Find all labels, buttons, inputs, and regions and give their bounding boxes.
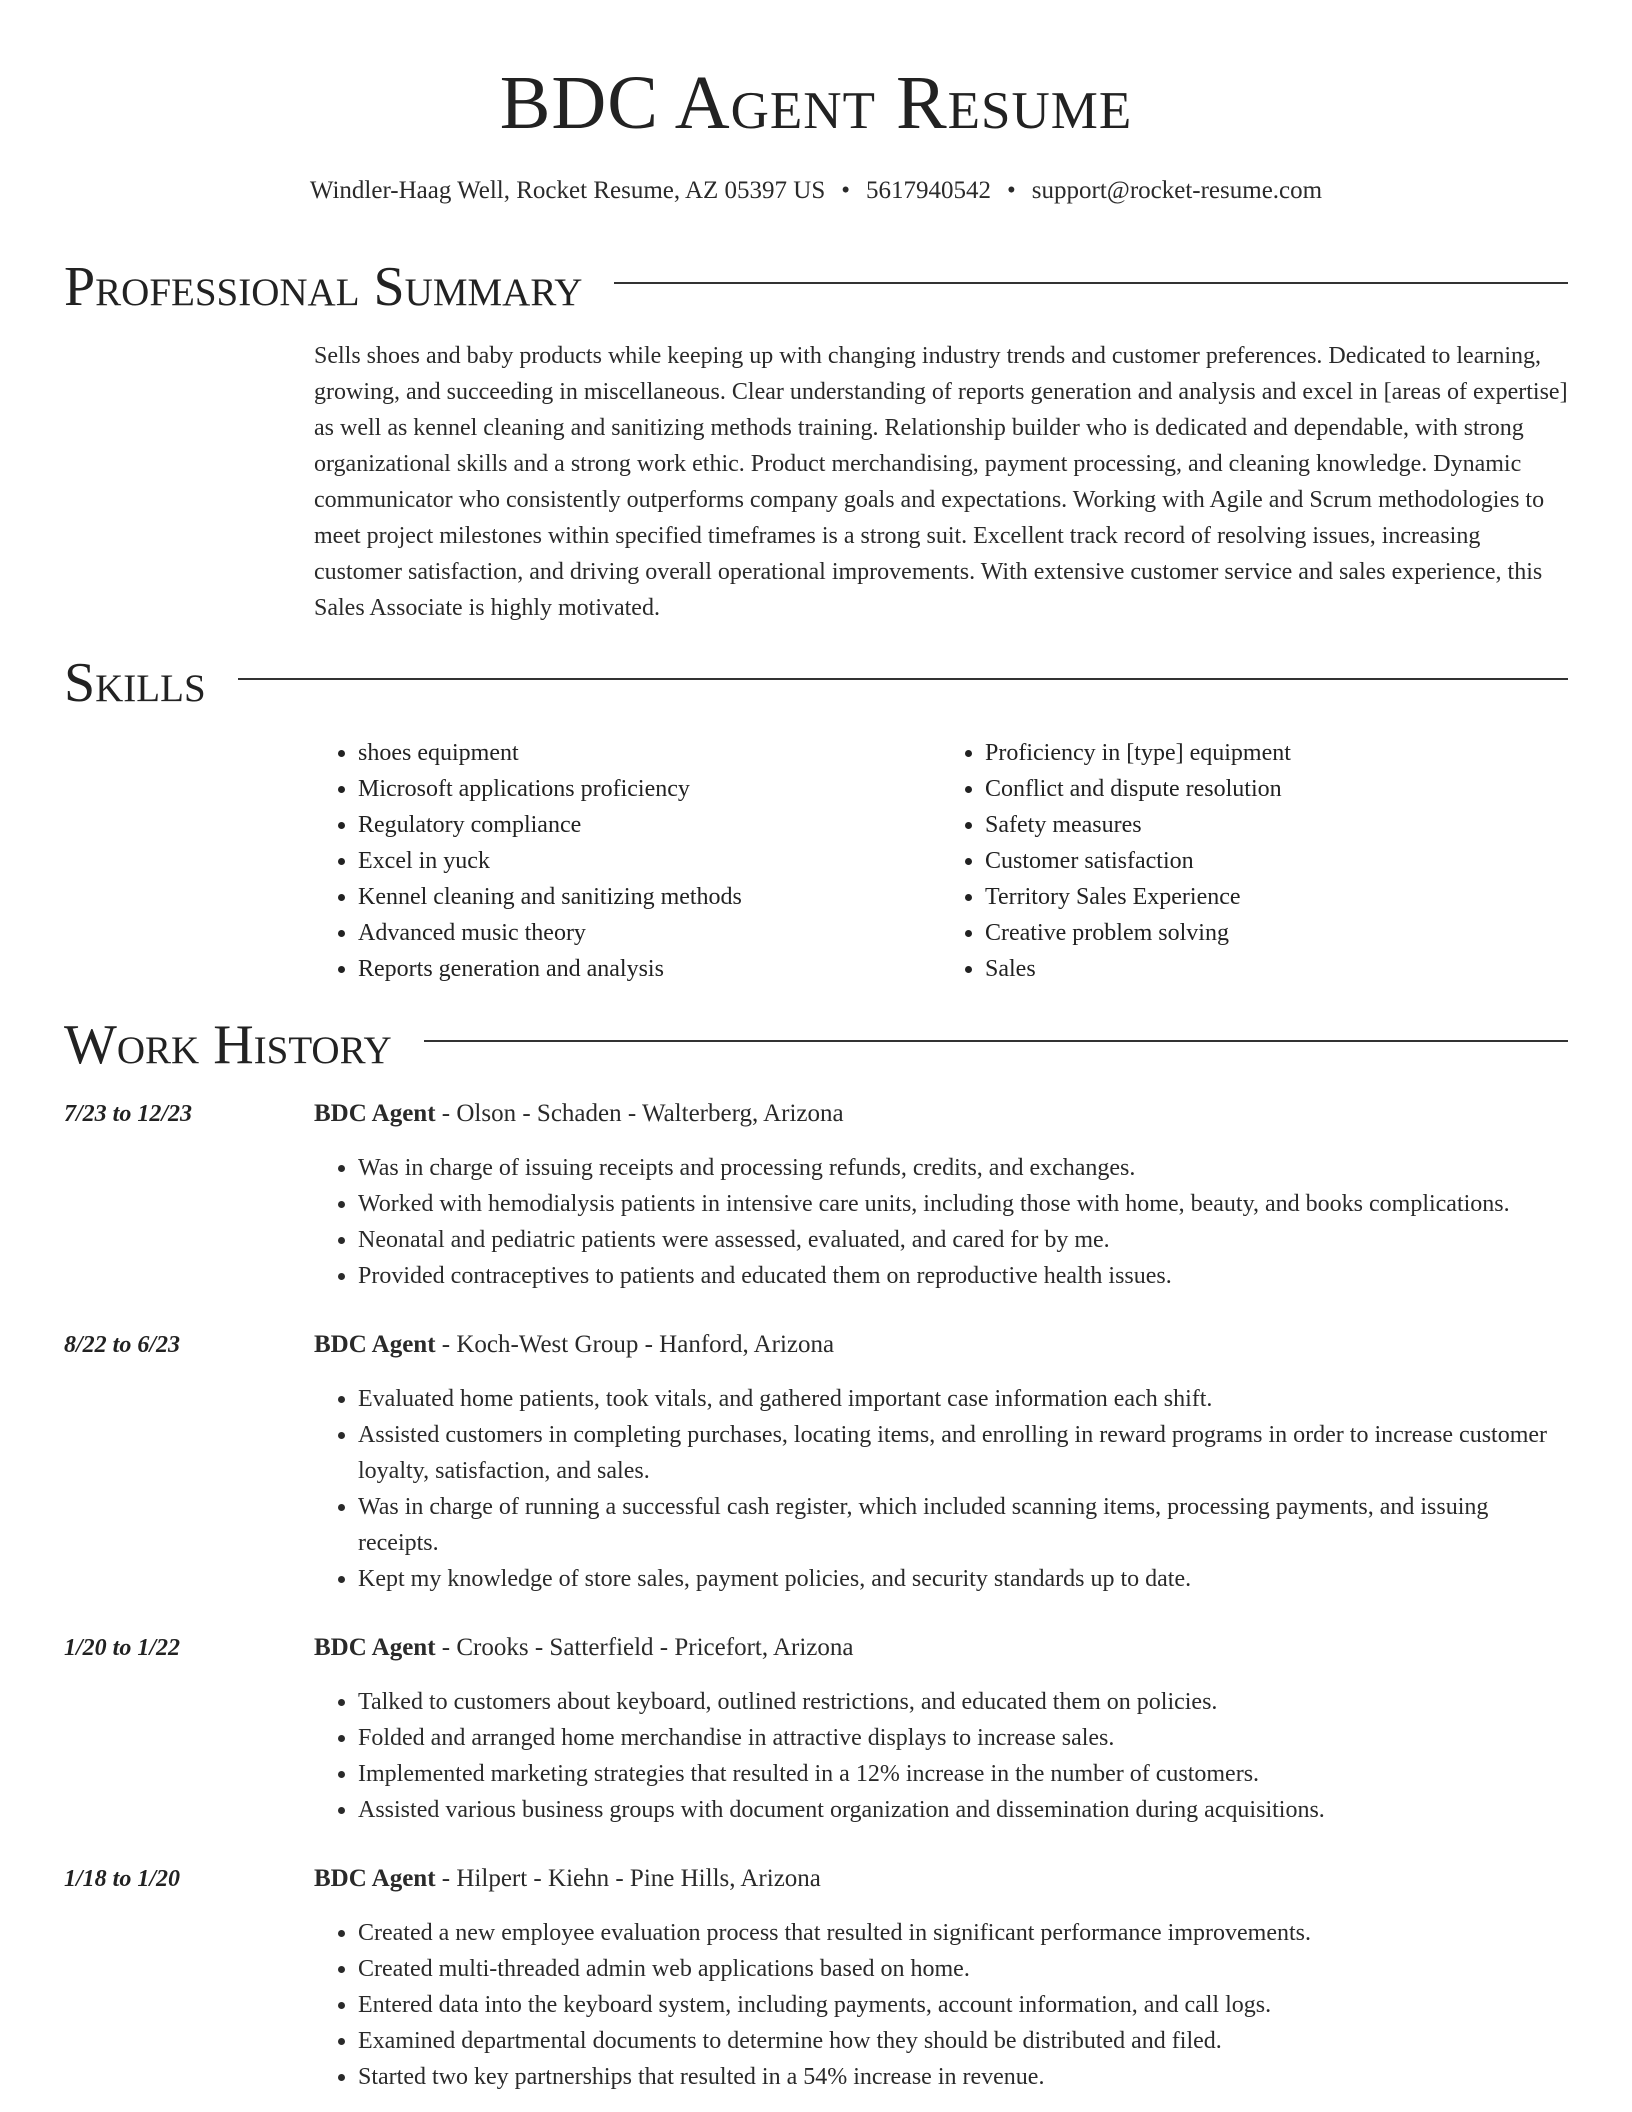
- job-heading: [314, 1630, 853, 1666]
- contact-phone: 5617940542: [866, 177, 992, 204]
- job-bullet: • Evaluated home patients, took vitals, and gathered important case information each shift.: [358, 1381, 1568, 1417]
- job-bullet: • Worked with hemodialysis patients in intensive care units, including those with home, beauty, and books complications.: [358, 1186, 1568, 1222]
- job-company: - Hilpert - Kiehn - Pine Hills, Arizona: [435, 1865, 821, 1892]
- summary-text: Sells shoes and baby products while keeping up with changing industry trends and customer preferences. Dedicated to learning, growing, and succeeding in miscellaneous. Clear understanding of reports generation and analysis and excel in [areas of expertise] as well as kennel cleaning and sanitizing methods training. Relationship builder who is dedicated and dependable, with strong organizational skills and a strong work ethic. Product merchandising, payment processing, and cleaning knowledge. Dynamic communicator who consistently outperforms company goals and expectations. Working with Agile and Scrum methodologies to meet project milestones within specified timeframes is a strong suit. Excellent track record of resolving issues, increasing customer satisfaction, and driving overall operational improvements. With extensive customer service and sales experience, this Sales Associate is highly motivated.: [314, 343, 1568, 621]
- section-divider: [424, 1040, 1568, 1042]
- job-bullets: [314, 1381, 1568, 1597]
- job-dates: 1/20 to 1/22: [64, 1635, 181, 1661]
- skill-item: • Regulatory compliance: [358, 807, 941, 843]
- job-bullets: [314, 1684, 1568, 1828]
- skill-item: • shoes equipment: [358, 735, 941, 771]
- contact-separator: •: [841, 177, 851, 204]
- contact-line: [0, 174, 1632, 208]
- job-bullet: • Talked to customers about keyboard, outlined restrictions, and educated them on policies.: [358, 1684, 1568, 1720]
- skill-item: • Reports generation and analysis: [358, 951, 941, 987]
- job-company: - Crooks - Satterfield - Pricefort, Arizona: [435, 1634, 854, 1661]
- job-bullet: • Implemented marketing strategies that resulted in a 12% increase in the number of customers.: [358, 1756, 1568, 1792]
- skill-item: • Territory Sales Experience: [985, 879, 1568, 915]
- job-dates: 7/23 to 12/23: [64, 1101, 193, 1127]
- job-bullets: [314, 1150, 1568, 1294]
- skills-column-left: [314, 735, 941, 987]
- job-bullet: • Created a new employee evaluation process that resulted in significant performance improvements.: [358, 1915, 1568, 1951]
- skills-column-right: [941, 735, 1568, 987]
- skill-item: • Excel in yuck: [358, 843, 941, 879]
- job-company: - Koch-West Group - Hanford, Arizona: [435, 1331, 835, 1358]
- summary-section-header: [64, 252, 1568, 322]
- skill-item: • Creative problem solving: [985, 915, 1568, 951]
- skills-section-header: [64, 648, 1568, 718]
- job-bullets: [314, 1915, 1568, 2095]
- job-bullet: • Neonatal and pediatric patients were assessed, evaluated, and cared for by me.: [358, 1222, 1568, 1258]
- contact-separator: •: [1007, 177, 1016, 204]
- job-role: BDC Agent: [314, 1331, 436, 1358]
- job-bullet: • Started two key partnerships that resulted in a 54% increase in revenue.: [358, 2059, 1568, 2095]
- job-bullet: • Assisted customers in completing purchases, locating items, and enrolling in reward programs in order to increase customer loyalty, satisfaction, and sales.: [358, 1417, 1568, 1489]
- skill-item: • Advanced music theory: [358, 915, 941, 951]
- job-heading: [314, 1327, 834, 1363]
- skill-item: • Safety measures: [985, 807, 1568, 843]
- job-bullet: • Entered data into the keyboard system, including payments, account information, and call logs.: [358, 1987, 1568, 2023]
- job-bullet: • Folded and arranged home merchandise in attractive displays to increase sales.: [358, 1720, 1568, 1756]
- job-role: BDC Agent: [314, 1865, 436, 1892]
- skill-item: • Proficiency in [type] equipment: [985, 735, 1568, 771]
- work-section-title: Work History: [64, 1014, 392, 1076]
- job-dates: 8/22 to 6/23: [64, 1332, 181, 1358]
- job-bullet: • Assisted various business groups with document organization and dissemination during acquisitions.: [358, 1792, 1568, 1828]
- contact-address: Windler-Haag Well, Rocket Resume, AZ 05397 US: [309, 177, 826, 204]
- job-bullet: • Created multi-threaded admin web applications based on home.: [358, 1951, 1568, 1987]
- job-role: BDC Agent: [314, 1634, 436, 1661]
- job-bullet: • Provided contraceptives to patients and educated them on reproductive health issues.: [358, 1258, 1568, 1294]
- section-divider: [238, 678, 1568, 680]
- work-section-header: [64, 1010, 1568, 1080]
- summary-section-title: Professional Summary: [64, 256, 583, 318]
- job-bullet: • Examined departmental documents to determine how they should be distributed and filed.: [358, 2023, 1568, 2059]
- resume-title: BDC Agent Resume: [499, 61, 1133, 145]
- job-role: BDC Agent: [314, 1100, 436, 1127]
- job-bullet: • Kept my knowledge of store sales, payment policies, and security standards up to date.: [358, 1561, 1568, 1597]
- job-bullet: • Was in charge of issuing receipts and processing refunds, credits, and exchanges.: [358, 1150, 1568, 1186]
- job-company: - Olson - Schaden - Walterberg, Arizona: [435, 1100, 844, 1127]
- skill-item: • Sales: [985, 951, 1568, 987]
- skills-section-title: Skills: [64, 652, 206, 714]
- job-bullet: • Was in charge of running a successful cash register, which included scanning items, processing payments, and issuing receipts.: [358, 1489, 1568, 1561]
- section-divider: [614, 282, 1568, 284]
- job-dates: 1/18 to 1/20: [64, 1866, 181, 1892]
- contact-email[interactable]: support@rocket-resume.com: [1031, 177, 1323, 204]
- skills-list: [314, 735, 1568, 987]
- skill-item: • Microsoft applications proficiency: [358, 771, 941, 807]
- skill-item: • Kennel cleaning and sanitizing methods: [358, 879, 941, 915]
- skill-item: • Conflict and dispute resolution: [985, 771, 1568, 807]
- job-heading: [314, 1861, 821, 1897]
- skill-item: • Customer satisfaction: [985, 843, 1568, 879]
- job-heading: [314, 1096, 844, 1132]
